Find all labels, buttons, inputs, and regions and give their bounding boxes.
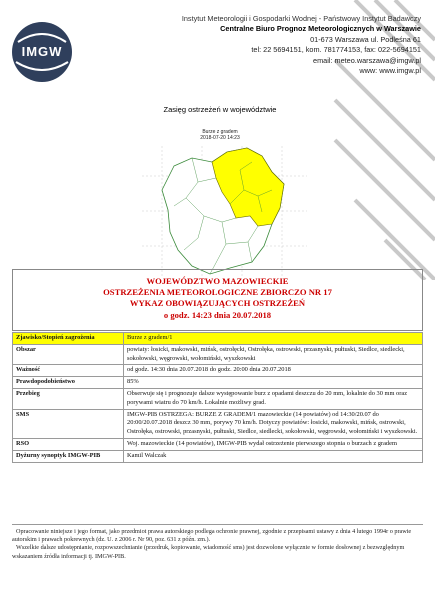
row-label: Prawdopodobieństwo — [13, 377, 124, 389]
bulletin-title — [12, 269, 423, 331]
bulletin-number: OSTRZEŻENIA METEOROLOGICZNE ZBIORCZO NR 17 — [103, 287, 332, 298]
row-label: Dyżurny synoptyk IMGW-PIB — [13, 450, 124, 462]
table-row — [13, 450, 423, 462]
address: 01-673 Warszawa ul. Podleśna 61 — [310, 34, 421, 44]
table-row — [13, 377, 423, 389]
row-value: Obserwuje się i prognozuje dalsze występowanie burz z opadami deszczu do 20 mm, lokalnie do 30 mm oraz porywami wiatru do 70 km/h. Lokalnie możliwy grad. — [124, 388, 423, 409]
row-label: Obszar — [13, 344, 124, 365]
table-row — [13, 344, 423, 365]
institute-name: Instytut Meteorologii i Gospodarki Wodnej - Państwowy Instytut Badawczy — [181, 14, 421, 23]
warning-table — [12, 332, 423, 463]
letterhead — [0, 0, 435, 88]
row-value: powiaty: łosicki, makowski, mińsk, ostrołęcki, Ostrołęka, ostrowski, przasnyski, pułtuski, Siedlce, siedlecki, sokołowski, węgrowski, wołomiński, wyszkowski — [124, 344, 423, 365]
list-heading: WYKAZ OBOWIĄZUJĄCYCH OSTRZEŻEŃ — [129, 298, 306, 309]
usage-paragraph: Wszelkie dalsze udostępnianie, rozpowszechnianie (przedruk, kopiowanie, wiadomość sms) jest dozwolone wyłącznie w formie dosłownej z bezwzględnym wskazaniem źródła informacji tj. IMGW-PIB. — [12, 544, 405, 560]
row-label: Przebieg — [13, 388, 124, 409]
row-label: Zjawisko/Stopień zagrożenia — [13, 333, 124, 345]
row-value: od godz. 14:30 dnia 20.07.2018 do godz. 20:00 dnia 20.07.2018 — [124, 365, 423, 377]
table-row — [13, 333, 423, 345]
bureau-name: Centralne Biuro Prognoz Meteorologicznych w Warszawie — [220, 24, 421, 34]
map-title: Zasięg ostrzeżeń w województwie — [163, 105, 277, 114]
row-value: 85% — [124, 377, 423, 389]
email: email: meteo.warszawa@imgw.pl — [313, 55, 421, 65]
copyright-notice — [12, 524, 423, 561]
table-row — [13, 388, 423, 409]
organization-info — [121, 14, 421, 76]
copyright-paragraph: Opracowanie niniejsze i jego format, jako przedmiot prawa autorskiego podlega ochronie prawnej, zgodnie z przepisami ustawy z dnia 4 lutego 1994r o prawie autorskim i prawach pokrewnych (dz. U. z 2006 r. Nr 90, poz. 631 z późn. zm.). — [12, 528, 412, 544]
row-value: Kamil Walczak — [124, 450, 423, 462]
logo-lettering: IMGW — [21, 44, 63, 59]
issue-time: o godz. 14:23 dnia 20.07.2018 — [163, 309, 272, 320]
row-value: Woj. mazowieckie (14 powiatów), IMGW-PIB wydał ostrzeżenie pierwszego stopnia o burzach z gradem — [124, 438, 423, 450]
warning-map — [112, 126, 322, 286]
map-phenomenon: Burze z gradem — [202, 129, 238, 135]
imgw-logo — [10, 20, 74, 84]
row-label: Ważność — [13, 365, 124, 377]
table-row — [13, 409, 423, 438]
phone: tel: 22 5694151, kom. 781774153, fax: 022-5694151 — [251, 45, 421, 55]
row-label: RSO — [13, 438, 124, 450]
row-label: SMS — [13, 409, 124, 438]
row-value: Burze z gradem/1 — [124, 333, 423, 345]
table-row — [13, 438, 423, 450]
table-row — [13, 365, 423, 377]
map-timestamp: 2018-07-20 14:23 — [200, 135, 240, 141]
region-title: WOJEWÓDZTWO MAZOWIECKIE — [146, 276, 289, 286]
row-value: IMGW-PIB OSTRZEGA: BURZE Z GRADEM/1 mazowieckie (14 powiatów) od 14:30/20.07 do 20:00/20.07.2018 deszcz 30 mm, porywy 70 km/h. Dotyczy powiatów: łosicki, makowski, mińsk, ostrowski, Ostrołęka, ostrowski, przasnyski, pułtuski, Siedlce, siedlecki, sokołowski, węgrowski, wołomiński i wyszkowski. — [124, 409, 423, 438]
website: www: www.imgw.pl — [359, 66, 421, 76]
